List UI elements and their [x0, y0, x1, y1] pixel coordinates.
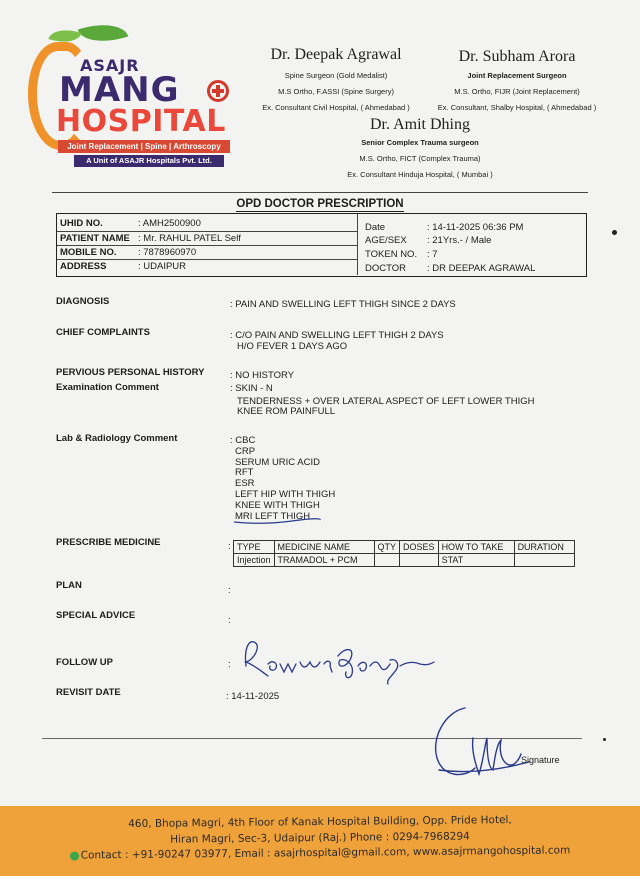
table-header: TYPE [234, 541, 275, 554]
doctor-line: Ex. Consultant, Shalby Hospital, ( Ahmedabad ) [437, 103, 597, 112]
table-header: DURATION [514, 541, 574, 554]
diagnosis-value: : PAIN AND SWELLING LEFT THIGH SINCE 2 DAYS [230, 299, 456, 310]
lab-line: CRP [235, 446, 256, 457]
followup-label: FOLLOW UP [56, 657, 113, 668]
footer-address [0, 806, 640, 876]
token-value: : 7 [427, 249, 438, 260]
table-cell [374, 554, 400, 567]
medicine-table [233, 540, 575, 567]
logo-unit: A Unit of ASAJR Hospitals Pvt. Ltd. [74, 155, 224, 167]
exam-line: KNEE ROM PAINFULL [237, 406, 336, 417]
table-cell: TRAMADOL + PCM [274, 554, 374, 567]
table-header: MEDICINE NAME [274, 541, 374, 554]
complaints-line: : C/O PAIN AND SWELLING LEFT THIGH 2 DAYS [230, 330, 444, 341]
uhid-label: UHID NO. [60, 218, 103, 229]
token-label: TOKEN NO. [365, 249, 418, 260]
footer-line: Hiran Magri, Sec-3, Udaipur (Raj.) Phone : 0294-7968294 [170, 830, 470, 846]
revisit-value: : 14-11-2025 [226, 691, 280, 702]
doctor-name: Dr. Deepak Agrawal [270, 46, 402, 63]
doctor-line: Spine Surgeon (Gold Medalist) [284, 71, 388, 80]
doctor-name: Dr. Amit Dhing [369, 116, 470, 133]
complaints-line: H/O FEVER 1 DAYS AGO [237, 341, 348, 352]
advice-label: SPECIAL ADVICE [56, 610, 136, 621]
lab-line: RFT [235, 467, 254, 478]
agesex-label: AGE/SEX [365, 235, 407, 246]
uhid-value: : AMH2500900 [138, 218, 201, 229]
prescribe-label: PRESCRIBE MEDICINE [56, 537, 161, 548]
doctor-block-3 [320, 116, 520, 181]
leaf-icon [78, 15, 129, 50]
footer-contact: Contact : +91-90247 03977, Email : asajrhospital@gmail.com, www.asajrmangohospital.com [0, 844, 640, 863]
patient-name-value: : Mr. RAHUL PATEL Self [138, 233, 241, 244]
logo-specialty: Joint Replacement | Spine | Arthroscopy [58, 140, 230, 153]
table-cell [514, 554, 574, 567]
table-row [234, 541, 575, 554]
patient-name-label: PATIENT NAME [60, 233, 130, 244]
signature-label: Signature [521, 755, 560, 765]
table-cell: Injection [234, 554, 275, 567]
lab-label: Lab & Radiology Comment [56, 433, 178, 444]
address-value: : UDAIPUR [138, 261, 187, 272]
table-header: DOSES [400, 541, 439, 554]
hospital-logo [22, 12, 227, 172]
table-row [234, 554, 575, 567]
whatsapp-icon [70, 851, 79, 860]
doctor-signature [425, 698, 545, 788]
doctor-line: M.S. Ortho, FIJR (Joint Replacement) [454, 87, 580, 96]
lab-line: LEFT HIP WITH THIGH [235, 489, 336, 500]
diagnosis-label: DIAGNOSIS [56, 296, 110, 307]
table-header: QTY [374, 541, 400, 554]
footer-line: 460, Bhopa Magri, 4th Floor of Kanak Hospital Building, Opp. Pride Hotel, [128, 813, 512, 831]
logo-asajr: ASAJR [80, 56, 140, 75]
pen-underline [232, 514, 322, 526]
exam-line: : SKIN - N [230, 383, 273, 394]
doctor-line: Ex. Consultant Civil Hospital, ( Ahmedabad ) [262, 103, 410, 112]
doctor-name: Dr. Subham Arora [458, 48, 576, 65]
agesex-value: : 21Yrs.- / Male [427, 235, 492, 246]
lab-line: ESR [235, 478, 255, 489]
history-value: : NO HISTORY [230, 370, 295, 381]
mobile-label: MOBILE NO. [60, 247, 117, 258]
doctor-value: : DR DEEPAK AGRAWAL [427, 263, 536, 274]
page-title: OPD DOCTOR PRESCRIPTION [236, 198, 404, 210]
doctor-block-2 [422, 48, 612, 114]
date-label: Date [365, 222, 386, 233]
revisit-label: REVISIT DATE [56, 687, 121, 698]
address-label: ADDRESS [60, 261, 107, 272]
lab-line: KNEE WITH THIGH [235, 500, 320, 511]
lab-line: SERUM URIC ACID [235, 457, 320, 468]
plan-label: PLAN [56, 580, 82, 591]
header-divider [52, 192, 588, 193]
mobile-value: : 7878960970 [138, 247, 197, 258]
history-label: PERVIOUS PERSONAL HISTORY [56, 367, 205, 378]
handwritten-followup [238, 636, 438, 686]
table-header: HOW TO TAKE [438, 541, 514, 554]
logo-hospital: HOSPITAL [56, 104, 226, 139]
doctor-line: Senior Complex Trauma surgeon [361, 138, 479, 147]
lab-line: MRI LEFT THIGH [235, 511, 311, 522]
table-cell [400, 554, 439, 567]
lab-line: : CBC [230, 435, 256, 446]
date-value: : 14-11-2025 06:36 PM [427, 222, 524, 233]
plus-icon [207, 80, 229, 102]
doctor-line: Ex. Consultant Hinduja Hospital, ( Mumbai ) [347, 170, 493, 179]
doctor-line: Joint Replacement Surgeon [467, 71, 567, 80]
logo-mango: MANG [59, 70, 180, 110]
doctor-label: DOCTOR [365, 263, 406, 274]
doctor-line: M.S Ortho, F.ASSI (Spine Surgery) [278, 87, 394, 96]
patient-info-box [56, 213, 587, 277]
doctor-block-1 [246, 46, 426, 114]
exam-line: TENDERNESS + OVER LATERAL ASPECT OF LEFT LOWER THIGH [237, 396, 535, 407]
exam-label: Examination Comment [56, 382, 159, 393]
complaints-label: CHIEF COMPLAINTS [56, 327, 150, 338]
doctor-line: M.S. Ortho, FICT (Complex Trauma) [359, 154, 481, 163]
table-cell: STAT [438, 554, 514, 567]
